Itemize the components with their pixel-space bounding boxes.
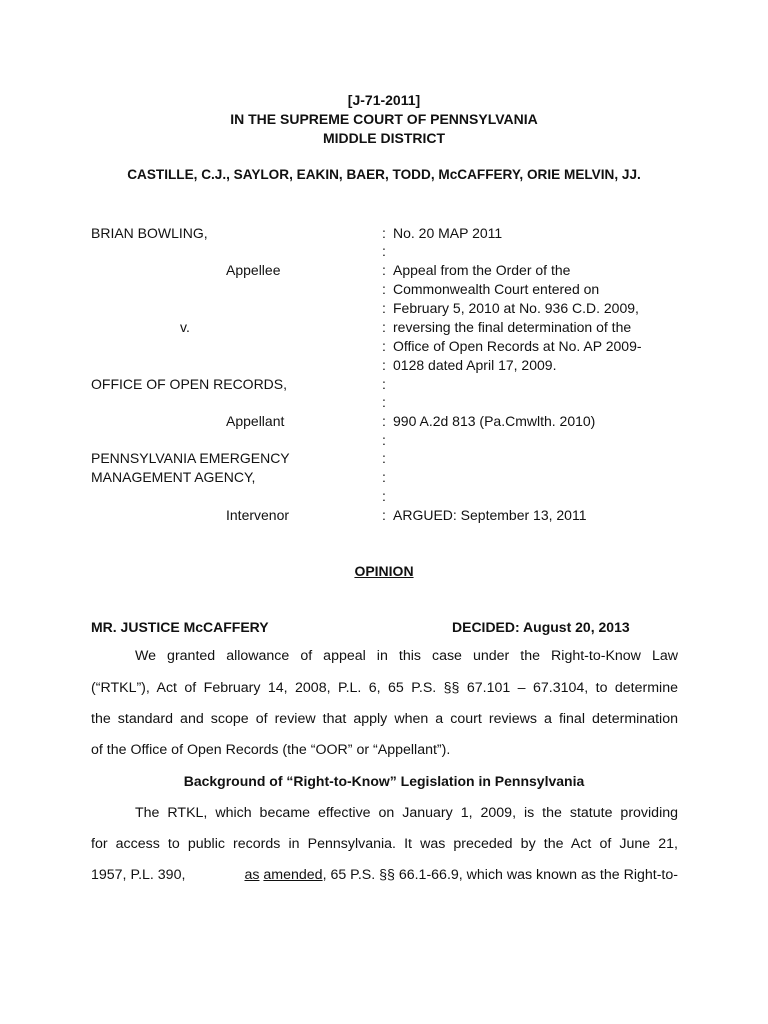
appeal-line: reversing the final determination of the [393, 319, 632, 335]
appeal-line: February 5, 2010 at No. 936 C.D. 2009, [393, 300, 639, 316]
colon: : [382, 376, 386, 392]
paragraph-line: the standard and scope of review that apply when a court reviews a final determination [91, 711, 678, 727]
opinion-author: MR. JUSTICE McCAFFERY [91, 619, 269, 635]
colon: : [382, 394, 386, 410]
decided-date: DECIDED: August 20, 2013 [452, 619, 630, 635]
opinion-title: OPINION [354, 563, 414, 579]
colon: : [382, 469, 386, 485]
appeal-line: 0128 dated April 17, 2009. [393, 357, 557, 373]
district-name: MIDDLE DISTRICT [322, 130, 446, 146]
appellant-name: OFFICE OF OPEN RECORDS, [91, 376, 288, 392]
intervenor-role: Intervenor [226, 507, 290, 523]
as-amended-amended: amended [263, 867, 323, 883]
paragraph-line: We granted allowance of appeal in this case under the Right-to-Know Law [135, 648, 678, 664]
versus: v. [180, 319, 190, 335]
colon: : [382, 262, 386, 278]
appellant-role: Appellant [226, 413, 285, 429]
colon: : [382, 450, 386, 466]
paragraph-line [91, 867, 678, 883]
paragraph-line: (“RTKL”), Act of February 14, 2008, P.L. 6, 65 P.S. §§ 67.101 – 67.3104, to determine [91, 680, 678, 696]
section-heading: Background of “Right-to-Know” Legislation in Pennsylvania [183, 773, 585, 789]
citation: 990 A.2d 813 (Pa.Cmwlth. 2010) [393, 413, 596, 429]
paragraph-line: for access to public records in Pennsylvania. It was preceded by the Act of June 21, [91, 836, 678, 852]
appellee-role: Appellee [226, 262, 281, 278]
colon: : [382, 338, 386, 354]
colon: : [382, 319, 386, 335]
colon: : [382, 357, 386, 373]
colon: : [382, 507, 386, 523]
as-amended-as: as [244, 867, 260, 883]
court-name: IN THE SUPREME COURT OF PENNSYLVANIA [230, 111, 538, 127]
intervenor-name-line1: PENNSYLVANIA EMERGENCY [91, 450, 290, 466]
colon: : [382, 432, 386, 448]
docket-number: [J-71-2011] [347, 92, 421, 108]
colon: : [382, 281, 386, 297]
paragraph-line: of the Office of Open Records (the “OOR” or “Appellant”). [91, 742, 451, 758]
appeal-line: Office of Open Records at No. AP 2009- [393, 338, 642, 354]
appeal-line: Appeal from the Order of the [393, 262, 571, 278]
case-number: No. 20 MAP 2011 [393, 225, 503, 241]
colon: : [382, 300, 386, 316]
intervenor-name-line2: MANAGEMENT AGENCY, [91, 469, 256, 485]
justices-list: CASTILLE, C.J., SAYLOR, EAKIN, BAER, TODD, McCAFFERY, ORIE MELVIN, JJ. [127, 167, 641, 182]
text-segment: , 65 P.S. §§ 66.1-66.9, which was known as the Right-to- [322, 867, 678, 883]
paragraph-line: The RTKL, which became effective on January 1, 2009, is the statute providing [135, 805, 678, 821]
colon: : [382, 413, 386, 429]
text-segment: 1957, P.L. 390, [91, 867, 186, 883]
appeal-line: Commonwealth Court entered on [393, 281, 600, 297]
colon: : [382, 488, 386, 504]
argued-date: ARGUED: September 13, 2011 [393, 507, 587, 523]
appellee-name: BRIAN BOWLING, [91, 225, 208, 241]
colon: : [382, 225, 386, 241]
colon: : [382, 243, 386, 259]
